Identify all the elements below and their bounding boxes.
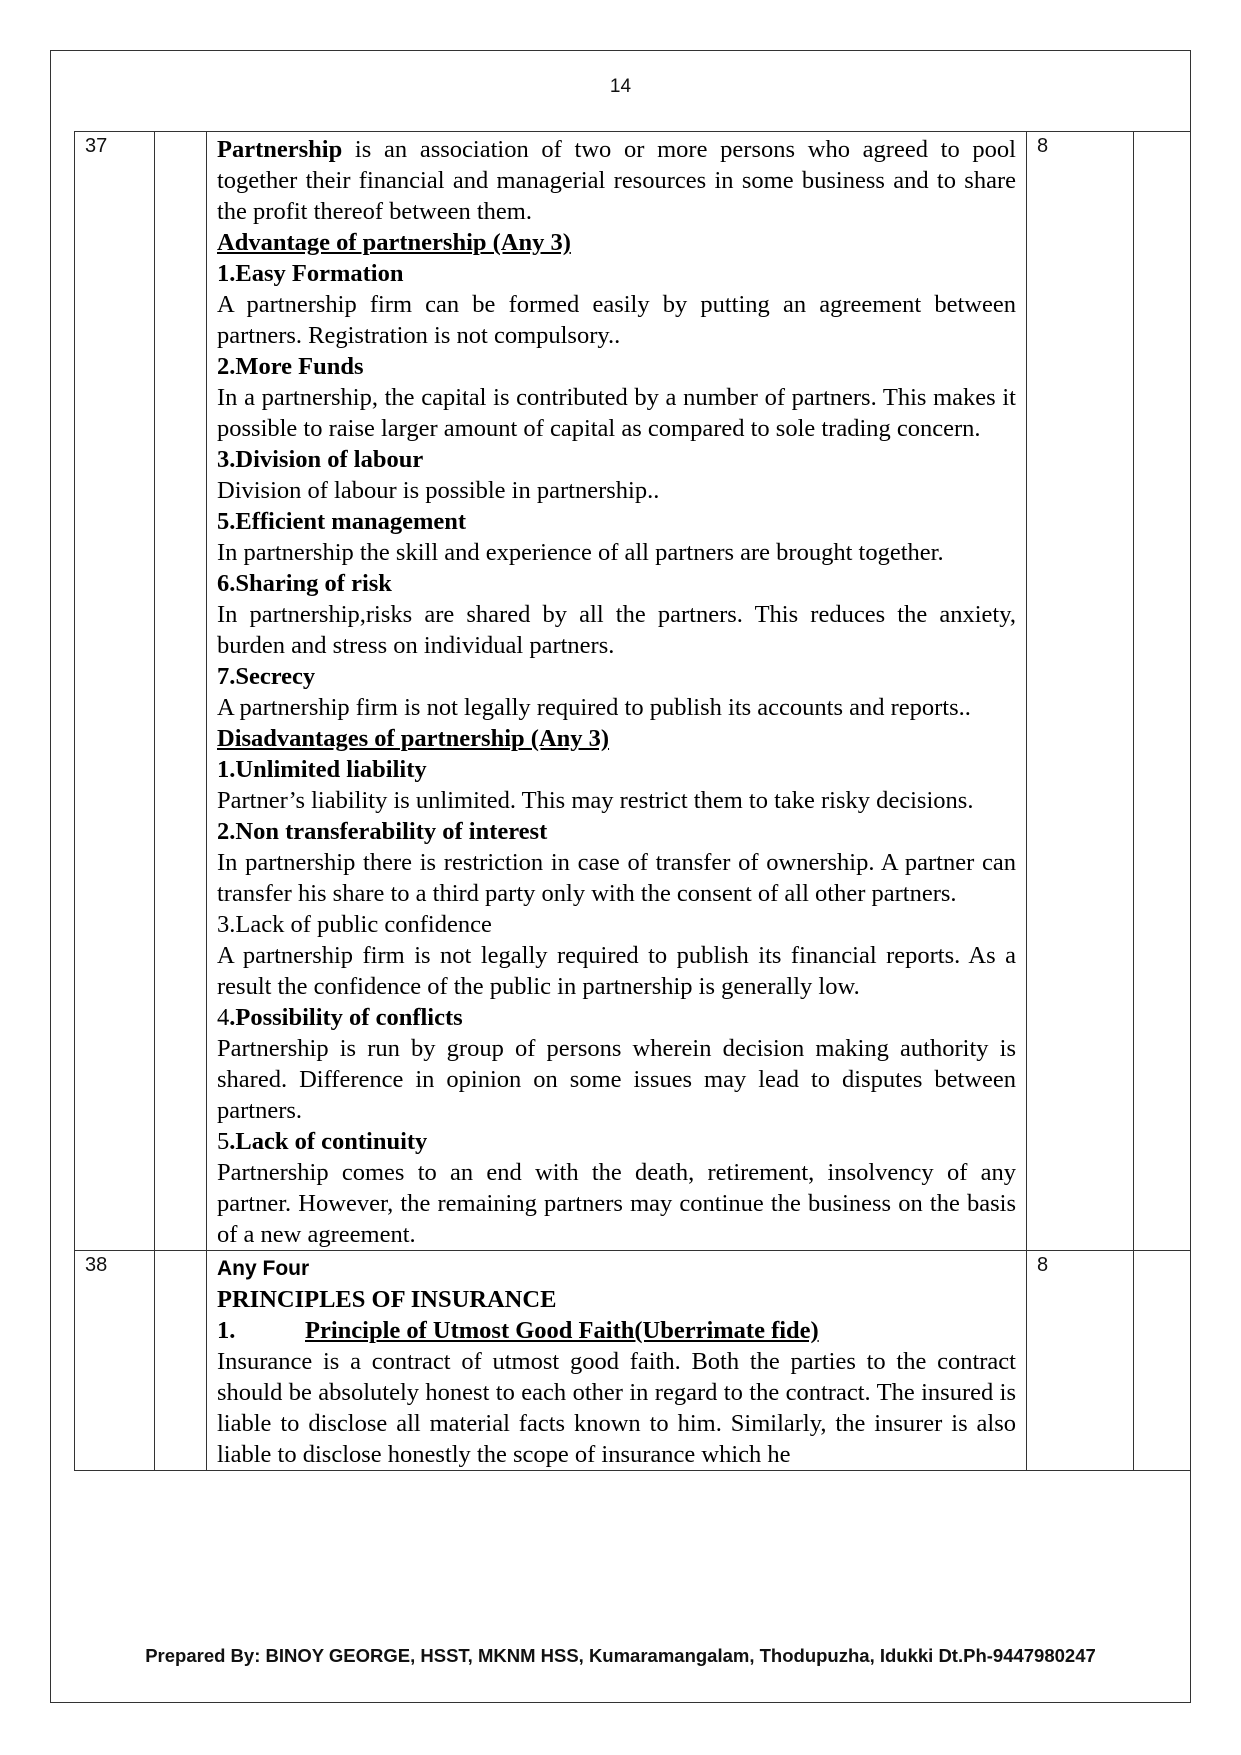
table-row-q37 <box>75 132 1191 1251</box>
adv-text: In partnership the skill and experience of all partners are brought together. <box>217 539 944 566</box>
disadv-num: 4 <box>217 1004 230 1031</box>
empty-cell <box>155 1251 207 1471</box>
principle-num: 1. <box>217 1317 236 1344</box>
question-number: 37 <box>75 132 155 1251</box>
disadv-title: 2.Non transferability of interest <box>217 818 548 845</box>
adv-title: 6.Sharing of risk <box>217 570 392 597</box>
disadv-title: .Possibility of conflicts <box>229 1004 463 1031</box>
disadv-title: 1.Unlimited liability <box>217 756 427 783</box>
principle-text: Insurance is a contract of utmost good faith. Both the parties to the contract should be absolutely honest to each other in regard to the contract. The insured is liable to disclose all material facts known to him. Similarly, the insurer is also liable to disclose honestly the scope of insurance which he <box>217 1348 1016 1468</box>
adv-text: A partnership firm can be formed easily by putting an agreement between partners. Registration is not compulsory.. <box>217 291 1016 349</box>
disadv-title-row <box>217 1002 1016 1033</box>
adv-text: In partnership,risks are shared by all the partners. This reduces the anxiety, burden and stress on individual partners. <box>217 601 1016 659</box>
definition-term: Partnership <box>217 136 343 163</box>
footer-credit: Prepared By: BINOY GEORGE, HSST, MKNM HSS, Kumaramangalam, Thodupuzha, Idukki Dt.Ph-9447980247 <box>145 1645 1096 1666</box>
empty-cell <box>1134 132 1191 1251</box>
disadv-text: Partner’s liability is unlimited. This may restrict them to take risky decisions. <box>217 787 974 814</box>
answer-table <box>74 131 1191 1471</box>
disadv-text: In partnership there is restriction in case of transfer of ownership. A partner can transfer his share to a third party only with the consent of all other partners. <box>217 849 1016 907</box>
adv-title: 2.More Funds <box>217 353 364 380</box>
table-row-q38 <box>75 1251 1191 1471</box>
definition <box>217 134 1016 227</box>
adv-title: 5.Efficient management <box>217 508 467 535</box>
adv-title: 7.Secrecy <box>217 663 316 690</box>
adv-text: In a partnership, the capital is contributed by a number of partners. This makes it possible to raise larger amount of capital as compared to sole trading concern. <box>217 384 1016 442</box>
disadv-title-row <box>217 1126 1016 1157</box>
disadv-text: A partnership firm is not legally required to publish its financial reports. As a result the confidence of the public in partnership is generally low. <box>217 942 1016 1000</box>
disadv-title: 3.Lack of public confidence <box>217 911 492 938</box>
marks: 8 <box>1027 1251 1134 1471</box>
marks: 8 <box>1027 132 1134 1251</box>
principle-title: Principle of Utmost Good Faith(Uberrimate fide) <box>305 1317 819 1344</box>
adv-title: 3.Division of labour <box>217 446 424 473</box>
adv-text: A partnership firm is not legally required to publish its accounts and reports.. <box>217 694 971 721</box>
adv-text: Division of labour is possible in partnership.. <box>217 477 660 504</box>
disadv-text: Partnership is run by group of persons wherein decision making authority is shared. Difference in opinion on some issues may lead to disputes between partners. <box>217 1035 1016 1124</box>
empty-cell <box>1134 1251 1191 1471</box>
empty-cell <box>155 132 207 1251</box>
definition-text: is an association of two or more persons who agreed to pool together their financial and managerial resources in some business and to share the profit thereof between them. <box>217 136 1016 225</box>
advantages-heading: Advantage of partnership (Any 3) <box>217 229 571 256</box>
section-heading: PRINCIPLES OF INSURANCE <box>217 1286 557 1313</box>
page-number: 14 <box>609 76 632 97</box>
instruction: Any Four <box>217 1257 310 1280</box>
disadv-num: 5 <box>217 1128 230 1155</box>
disadvantages-heading: Disadvantages of partnership (Any 3) <box>217 725 610 752</box>
adv-title: 1.Easy Formation <box>217 260 404 287</box>
question-number: 38 <box>75 1251 155 1471</box>
answer-content <box>207 1251 1027 1471</box>
disadv-text: Partnership comes to an end with the death, retirement, insolvency of any partner. However, the remaining partners may continue the business on the basis of a new agreement. <box>217 1159 1016 1248</box>
answer-content <box>207 132 1027 1251</box>
principle-title-row <box>217 1315 1016 1346</box>
disadv-title: .Lack of continuity <box>229 1128 428 1155</box>
